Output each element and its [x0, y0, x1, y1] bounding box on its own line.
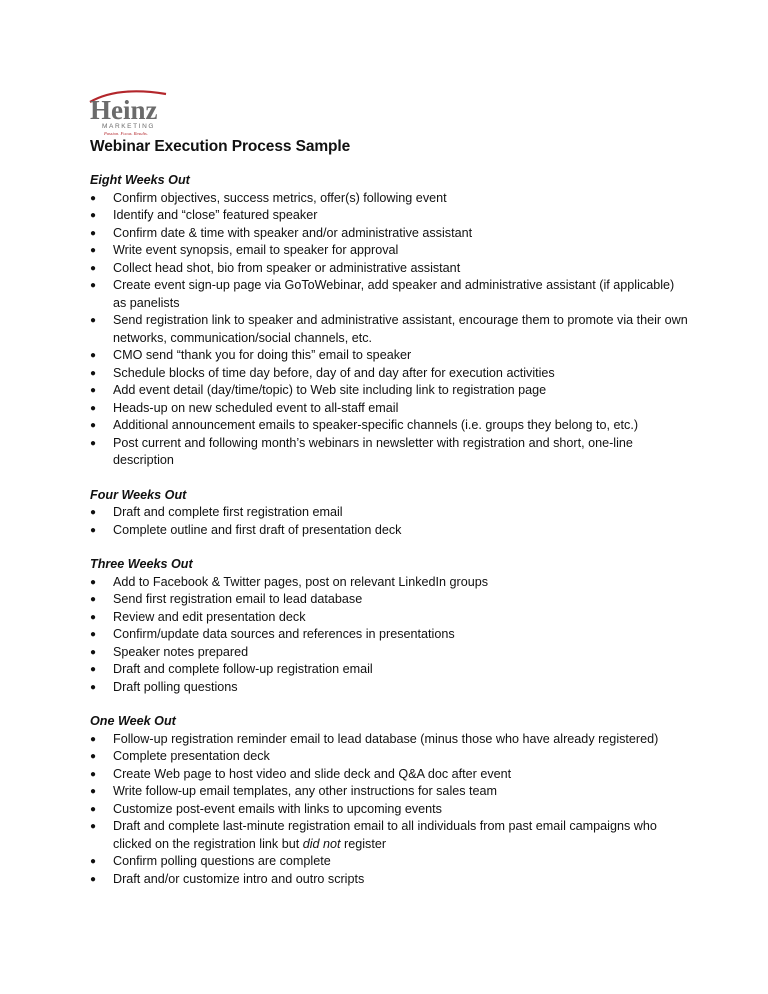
bullet-icon: ●: [90, 192, 97, 204]
section-eight-weeks-out: [90, 172, 690, 470]
section-heading: Four Weeks Out: [90, 487, 187, 502]
list-item: [90, 818, 690, 853]
list-item: [90, 417, 690, 435]
bullet-icon: ●: [90, 786, 97, 797]
bullet-icon: ●: [90, 262, 97, 274]
list-item: [90, 766, 690, 784]
list-item: [90, 661, 690, 679]
list-item-text: Draft and complete first registration email: [113, 505, 343, 519]
list-item: [90, 277, 690, 312]
bullet-list: [90, 731, 690, 889]
bullet-icon: ●: [90, 437, 97, 449]
list-item-text: Draft polling questions: [113, 679, 238, 694]
bullet-icon: ●: [90, 367, 97, 379]
section-one-week-out: [90, 713, 690, 888]
list-item: [90, 435, 690, 470]
list-item: [90, 347, 690, 365]
list-item-text: Confirm polling questions are complete: [113, 854, 331, 868]
list-item-text: Send first registration email to lead database: [113, 592, 363, 606]
bullet-icon: ●: [90, 524, 97, 536]
page-title: Webinar Execution Process Sample: [90, 138, 351, 155]
logo-subtitle: MARKETING: [102, 123, 156, 130]
list-item-text: Identify and “close” featured speaker: [113, 208, 318, 222]
list-item: [90, 225, 690, 243]
list-item-text: Create Web page to host video and slide deck and Q&A doc after event: [113, 766, 512, 781]
list-item: [90, 574, 690, 592]
list-item-text: register: [340, 836, 387, 851]
list-item: [90, 365, 690, 383]
heinz-logo-graphic: [88, 88, 178, 138]
section-heading: One Week Out: [90, 714, 176, 728]
bullet-icon: ●: [90, 210, 97, 221]
bullet-icon: ●: [90, 576, 97, 588]
list-item-text: Complete outline and first draft of presentation deck: [113, 522, 402, 537]
list-item-text: Draft and/or customize intro and outro scripts: [113, 871, 365, 886]
list-item-text: Create event sign-up page via GoToWebinar, add speaker and administrative assistant (if applicable) as panelists: [113, 278, 675, 310]
company-logo: [88, 88, 178, 138]
list-item-text: Customize post-event emails with links to upcoming events: [113, 801, 442, 816]
bullet-icon: ●: [90, 664, 97, 675]
bullet-icon: ●: [90, 768, 97, 780]
list-item: [90, 871, 690, 889]
list-item: [90, 242, 690, 260]
bullet-list: [90, 574, 690, 697]
bullet-icon: ●: [90, 611, 97, 623]
list-item: [90, 400, 690, 418]
list-item-text: Collect head shot, bio from speaker or administrative assistant: [113, 260, 461, 275]
logo-tagline: Passion. Focus. Results.: [104, 131, 148, 136]
list-item-text: Schedule blocks of time day before, day of and day after for execution activities: [113, 365, 555, 380]
list-item-text: Draft and complete last-minute registration email to all individuals from past email campaigns who clicked on the registration link but: [113, 819, 657, 851]
list-item: [90, 644, 690, 662]
list-item-text: Confirm/update data sources and references in presentations: [113, 627, 455, 641]
list-item: [90, 312, 690, 347]
bullet-icon: ●: [90, 420, 97, 431]
bullet-icon: ●: [90, 751, 97, 762]
list-item: [90, 591, 690, 609]
bullet-icon: ●: [90, 385, 97, 396]
list-item-text: Add event detail (day/time/topic) to Web site including link to registration page: [113, 383, 547, 397]
bullet-icon: ●: [90, 227, 97, 239]
bullet-icon: ●: [90, 280, 97, 291]
bullet-icon: ●: [90, 629, 97, 640]
logo-wordmark: Heinz: [90, 95, 158, 125]
bullet-icon: ●: [90, 350, 97, 361]
list-item-text: Write follow-up email templates, any other instructions for sales team: [113, 784, 498, 798]
bullet-icon: ●: [90, 681, 97, 693]
list-item-text: Speaker notes prepared: [113, 644, 249, 659]
list-item-text: Additional announcement emails to speaker-specific channels (i.e. groups they belong to, etc.): [113, 418, 639, 432]
list-item-text: Complete presentation deck: [113, 749, 270, 763]
section-heading: Eight Weeks Out: [90, 173, 190, 187]
list-item: [90, 783, 690, 801]
document-body: [90, 172, 690, 905]
list-item-text: Write event synopsis, email to speaker for approval: [113, 243, 399, 257]
list-item-text: Confirm date & time with speaker and/or administrative assistant: [113, 225, 473, 240]
list-item-text: Send registration link to speaker and administrative assistant, encourage them to promote via their own networks, communication/social channels, etc.: [113, 313, 688, 345]
list-item-text: Draft and complete follow-up registration email: [113, 662, 373, 676]
list-item-text: Follow-up registration reminder email to lead database (minus those who have already registered): [113, 731, 659, 746]
list-item-text: Confirm objectives, success metrics, offer(s) following event: [113, 190, 447, 205]
list-item: [90, 382, 690, 400]
list-item-text: Post current and following month’s webinars in newsletter with registration and short, one-line description: [113, 435, 633, 467]
list-item-emphasis: did not: [302, 836, 341, 851]
bullet-icon: ●: [90, 594, 97, 605]
list-item: [90, 853, 690, 871]
list-item: [90, 731, 690, 749]
list-item: [90, 260, 690, 278]
bullet-icon: ●: [90, 507, 97, 518]
list-item: [90, 609, 690, 627]
bullet-icon: ●: [90, 733, 97, 745]
bullet-icon: ●: [90, 245, 97, 256]
bullet-icon: ●: [90, 856, 97, 867]
bullet-icon: ●: [90, 803, 97, 815]
list-item-text: Add to Facebook & Twitter pages, post on relevant LinkedIn groups: [113, 574, 489, 589]
bullet-icon: ●: [90, 315, 97, 326]
bullet-list: [90, 504, 690, 539]
list-item-text: Review and edit presentation deck: [113, 609, 306, 624]
section-three-weeks-out: [90, 556, 690, 696]
list-item: [90, 626, 690, 644]
list-item-text: Heads-up on new scheduled event to all-staff email: [113, 400, 399, 415]
list-item-text: CMO send “thank you for doing this” email to speaker: [113, 348, 412, 362]
list-item: [90, 801, 690, 819]
bullet-icon: ●: [90, 821, 97, 832]
section-four-weeks-out: [90, 487, 690, 540]
list-item: [90, 679, 690, 697]
list-item: [90, 748, 690, 766]
list-item: [90, 504, 690, 522]
list-item: [90, 190, 690, 208]
section-heading: Three Weeks Out: [90, 557, 193, 571]
bullet-icon: ●: [90, 402, 97, 414]
bullet-icon: ●: [90, 873, 97, 885]
list-item: [90, 522, 690, 540]
bullet-icon: ●: [90, 646, 97, 658]
list-item: [90, 207, 690, 225]
bullet-list: [90, 190, 690, 470]
